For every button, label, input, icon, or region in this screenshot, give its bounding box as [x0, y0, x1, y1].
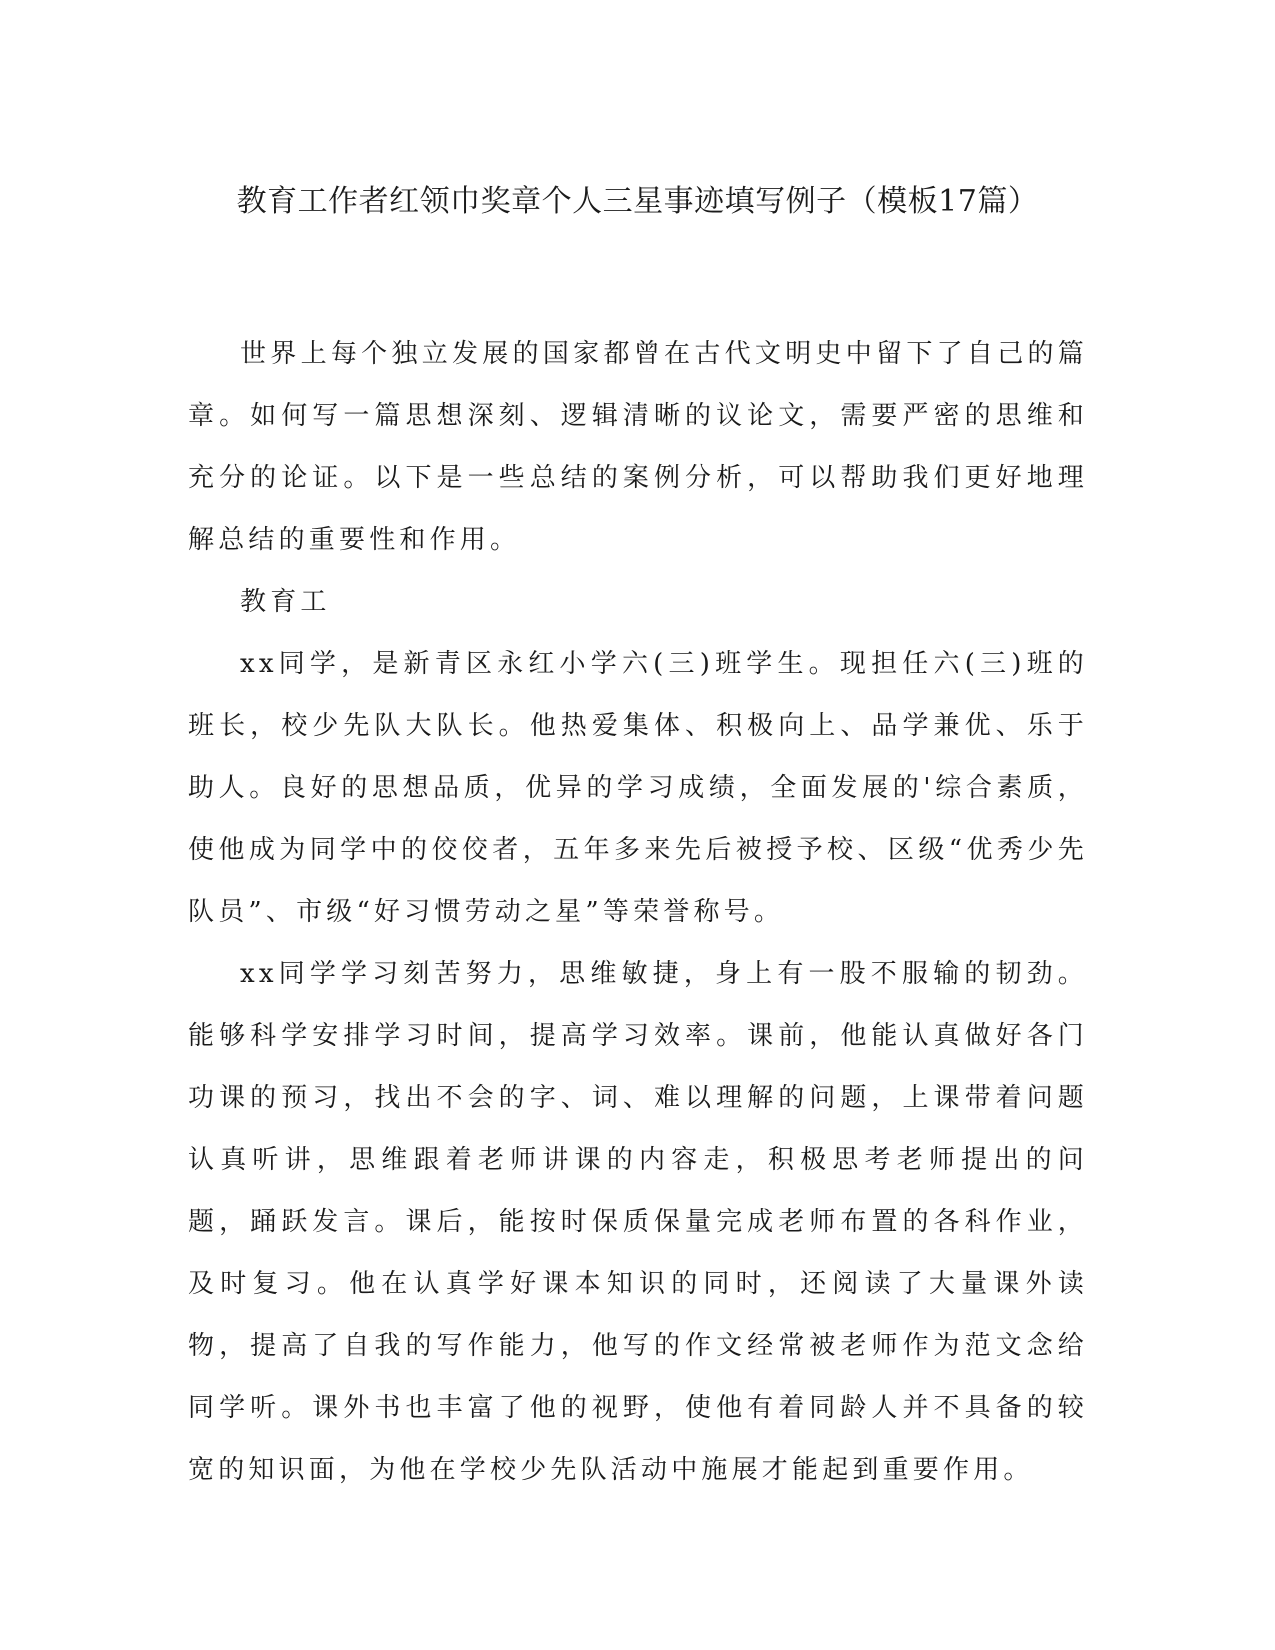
intro-paragraph: 世界上每个独立发展的国家都曾在古代文明史中留下了自己的篇章。如何写一篇思想深刻、逻辑清晰的议论文，需要严密的思维和充分的论证。以下是一些总结的案例分析，可以帮助我们更好地理解总结的重要性和作用。 — [188, 339, 1088, 555]
document-title: 教育工作者红领巾奖章个人三星事迹填写例子（模板17篇） — [236, 184, 1039, 219]
body-paragraph: xx同学学习刻苦努力，思维敏捷，身上有一股不服输的韧劲。能够科学安排学习时间，提高学习效率。课前，他能认真做好各门功课的预习，找出不会的字、词、难以理解的问题，上课带着问题认真听讲，思维跟着老师讲课的内容走，积极思考老师提出的问题，踊跃发言。课后，能按时保质保量完成老师布置的各科作业，及时复习。他在认真学好课本知识的同时，还阅读了大量课外读物，提高了自我的写作能力，他写的作文经常被老师作为范文念给同学听。课外书也丰富了他的视野，使他有着同龄人并不具备的较宽的知识面，为他在学校少先队活动中施展才能起到重要作用。 — [188, 959, 1088, 1485]
body-paragraph: xx同学，是新青区永红小学六(三)班学生。现担任六(三)班的班长，校少先队大队长。他热爱集体、积极向上、品学兼优、乐于助人。良好的思想品质，优异的学习成绩，全面发展的'综合素质，使他成为同学中的佼佼者，五年多来先后被授予校、区级“优秀少先队员”、市级“好习惯劳动之星”等荣誉称号。 — [188, 649, 1088, 927]
section-heading-paragraph: 教育工 — [240, 587, 331, 617]
document-body — [188, 323, 1088, 1501]
